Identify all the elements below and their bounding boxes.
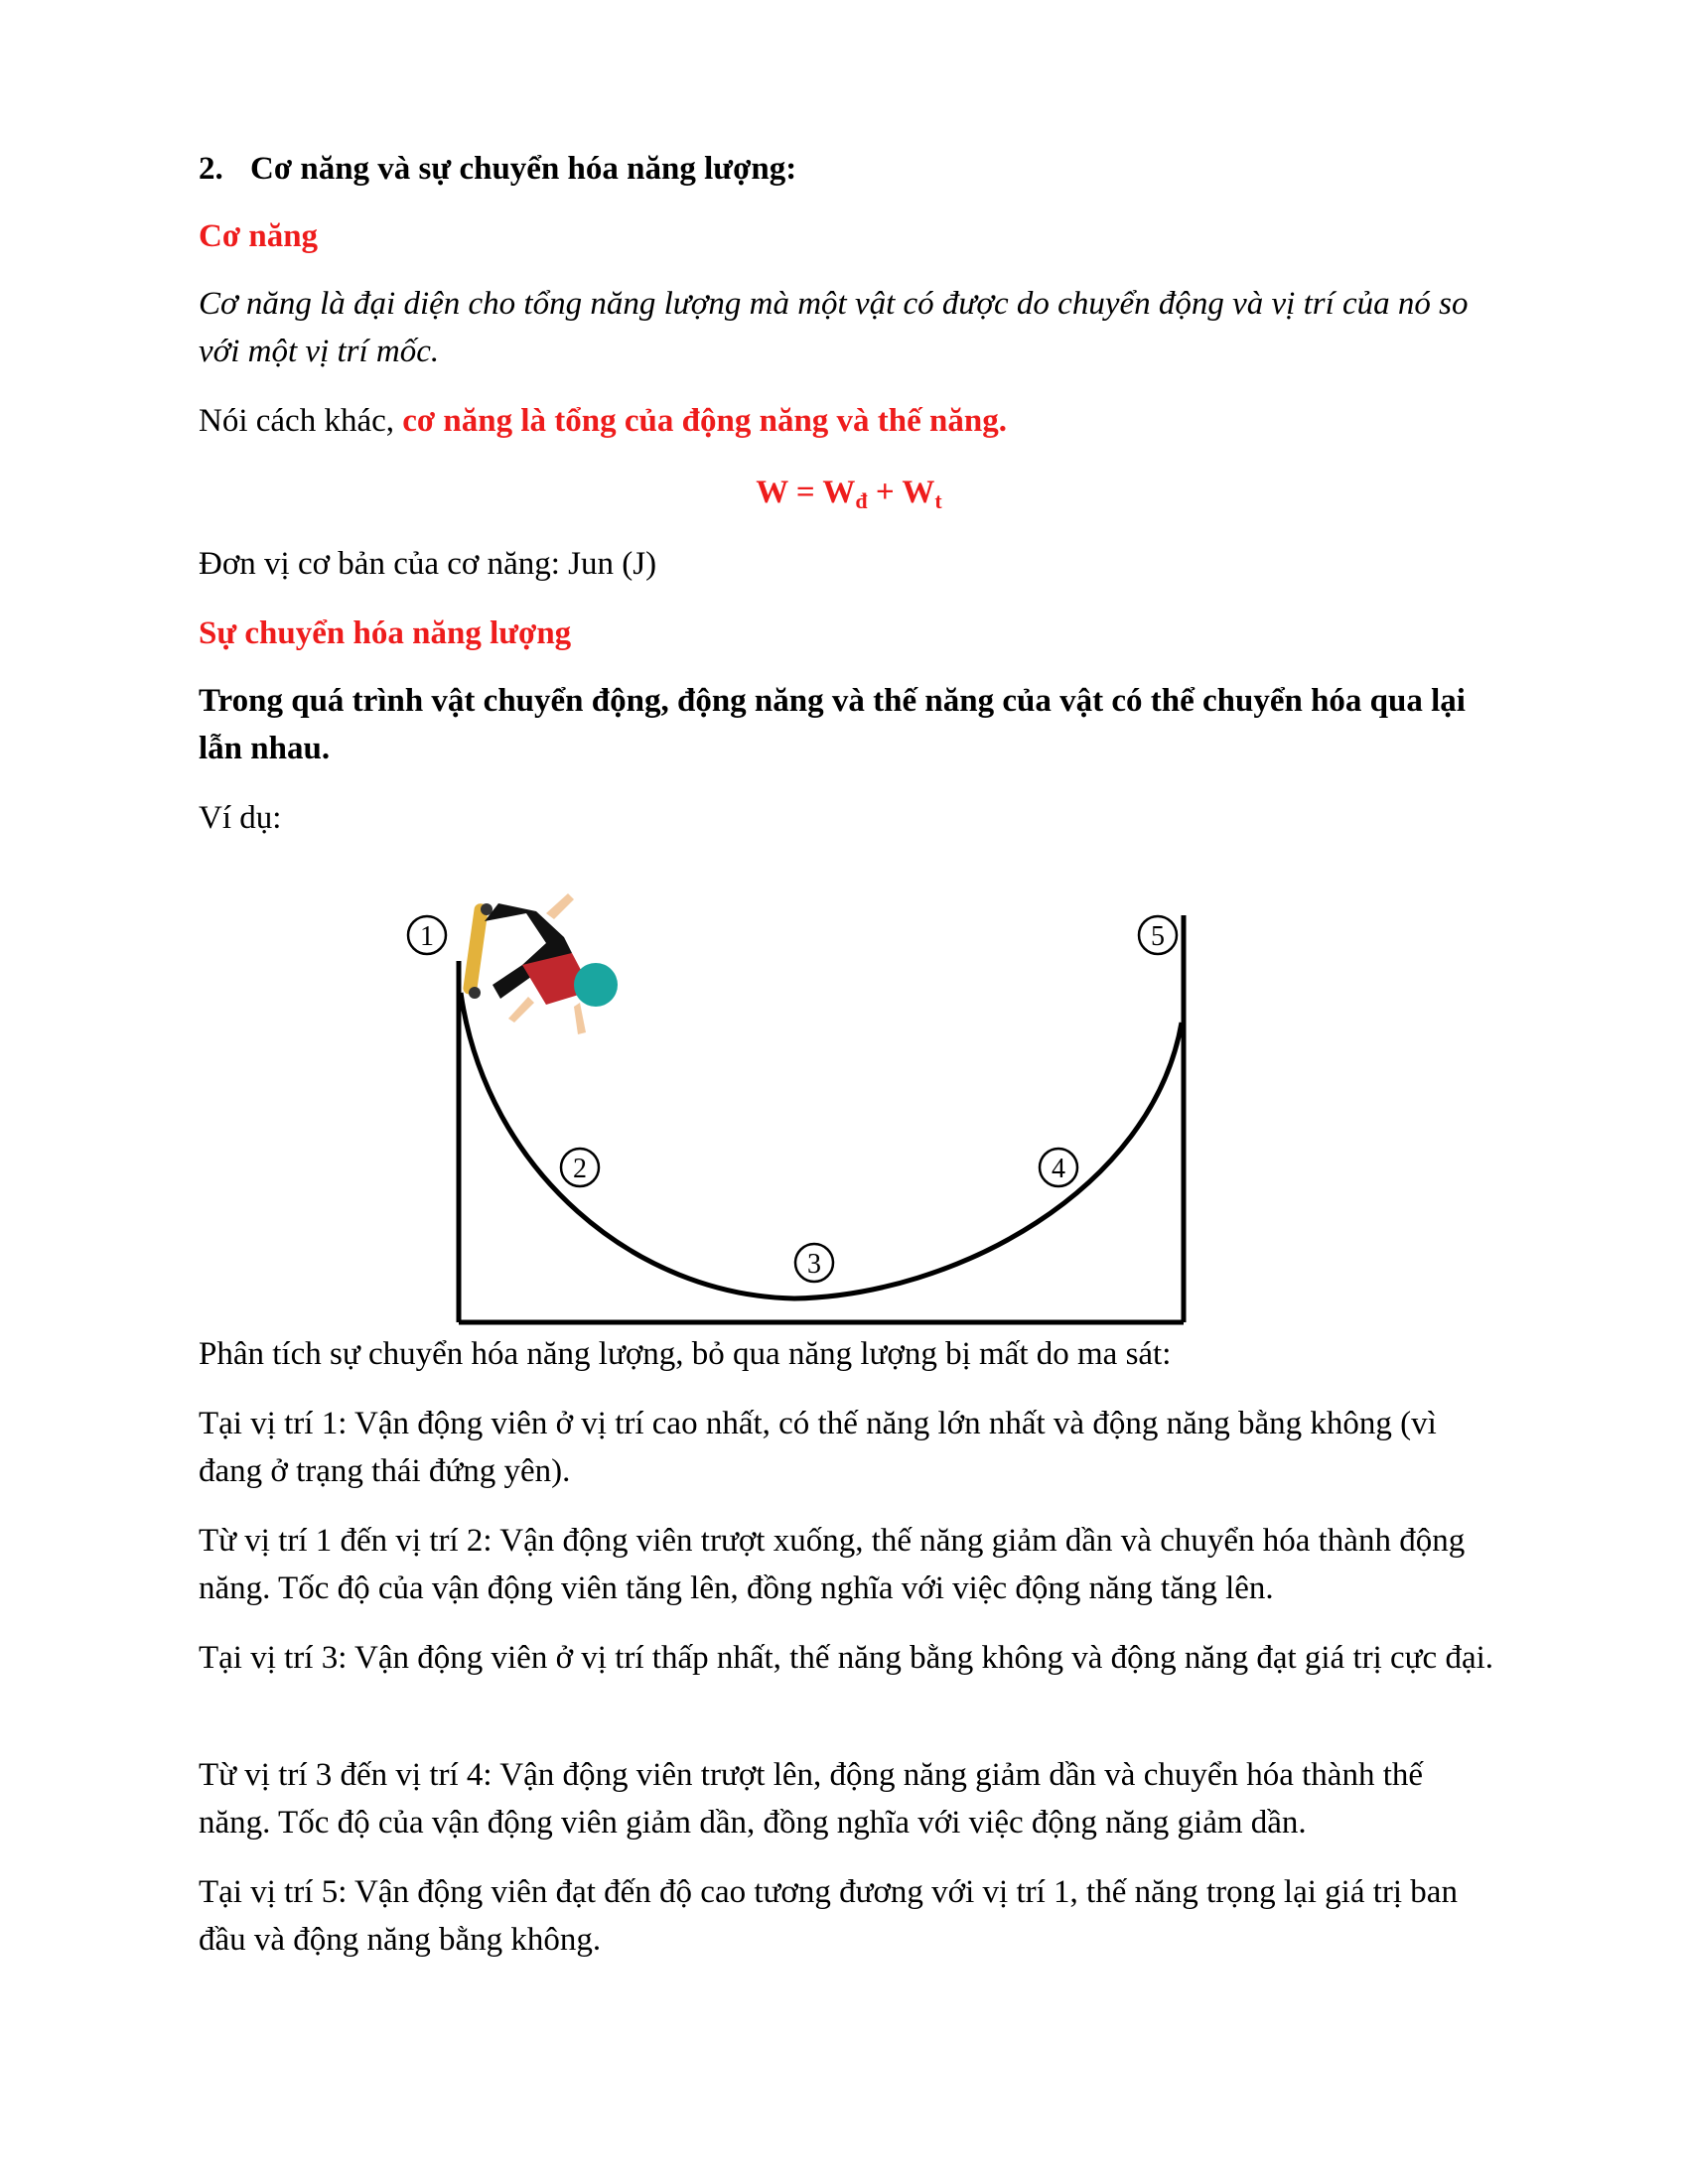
skater-helmet bbox=[574, 963, 618, 1007]
formula-sub-t: t bbox=[934, 488, 942, 513]
example-label: Ví dụ: bbox=[199, 800, 282, 836]
other-words-emphasis: cơ năng là tổng của động năng và thế năng. bbox=[402, 403, 1007, 439]
formula-lhs: W = W bbox=[756, 475, 856, 510]
energy-formula bbox=[199, 469, 1499, 516]
halfpipe-diagram bbox=[397, 874, 1231, 1330]
analysis-item: Tại vị trí 3: Vận động viên ở vị trí thấp nhất, thế năng bằng không và động năng đạt giá trị cực đại. bbox=[199, 1640, 1494, 1676]
marker-3 bbox=[795, 1244, 833, 1282]
analysis-item: Từ vị trí 3 đến vị trí 4: Vận động viên trượt lên, động năng giảm dần và chuyển hóa thành thế năng. Tốc độ của vận động viên giảm dần, đồng nghĩa với việc động năng giảm dần. bbox=[199, 1757, 1424, 1841]
marker-label: 5 bbox=[1151, 921, 1165, 952]
analysis-item: Tại vị trí 1: Vận động viên ở vị trí cao nhất, có thế năng lớn nhất và động năng bằng không (vì đang ở trạng thái đứng yên). bbox=[199, 1406, 1437, 1489]
chuyen-hoa-heading: Sự chuyển hóa năng lượng bbox=[199, 615, 572, 651]
analysis-intro: Phân tích sự chuyển hóa năng lượng, bỏ qua năng lượng bị mất do ma sát: bbox=[199, 1336, 1172, 1372]
co-nang-definition: Cơ năng là đại diện cho tổng năng lượng mà một vật có được do chuyển động và vị trí của nó so với một vị trí mốc. bbox=[199, 286, 1469, 369]
board-wheel bbox=[469, 987, 481, 999]
unit-statement: Đơn vị cơ bản của cơ năng: Jun (J) bbox=[199, 546, 657, 582]
marker-label: 4 bbox=[1052, 1154, 1065, 1184]
skateboard bbox=[463, 902, 490, 995]
marker-label: 2 bbox=[573, 1154, 587, 1184]
formula-sub-d: đ bbox=[855, 488, 868, 513]
chuyen-hoa-statement: Trong quá trình vật chuyển động, động năng và thế năng của vật có thể chuyển hóa qua lại lẫn nhau. bbox=[199, 683, 1466, 766]
marker-2 bbox=[561, 1149, 599, 1186]
marker-label: 3 bbox=[807, 1249, 821, 1280]
analysis-item: Tại vị trí 5: Vận động viên đạt đến độ cao tương đương với vị trí 1, thế năng trọng lại giá trị ban đầu và động năng bằng không. bbox=[199, 1874, 1458, 1958]
section-heading bbox=[199, 145, 1499, 193]
other-words-paragraph bbox=[199, 397, 1499, 445]
co-nang-heading: Cơ năng bbox=[199, 218, 319, 254]
skater-hand bbox=[546, 893, 574, 919]
skater-arm bbox=[574, 1003, 586, 1034]
marker-1 bbox=[408, 916, 446, 954]
marker-4 bbox=[1040, 1149, 1077, 1186]
skater-arm bbox=[508, 997, 534, 1023]
section-title: Cơ năng và sự chuyển hóa năng lượng: bbox=[250, 151, 797, 187]
marker-label: 1 bbox=[420, 921, 434, 952]
skater-figure bbox=[463, 893, 618, 1034]
formula-plus: + W bbox=[867, 475, 935, 510]
section-number: 2. bbox=[199, 151, 223, 187]
analysis-item: Từ vị trí 1 đến vị trí 2: Vận động viên trượt xuống, thế năng giảm dần và chuyển hóa thành động năng. Tốc độ của vận động viên tăng lên, đồng nghĩa với việc động năng tăng lên. bbox=[199, 1523, 1466, 1606]
other-words-prefix: Nói cách khác, bbox=[199, 403, 403, 439]
marker-5 bbox=[1139, 916, 1177, 954]
